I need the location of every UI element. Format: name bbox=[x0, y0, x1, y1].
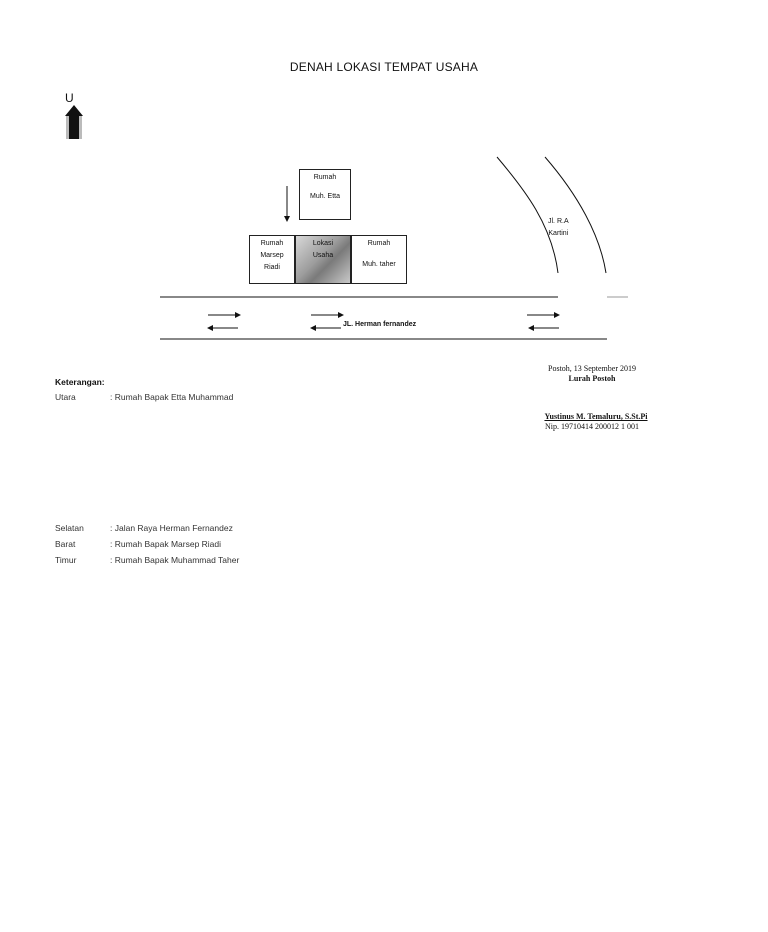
business-location-box bbox=[295, 235, 351, 284]
location-label-2: Usaha bbox=[312, 252, 334, 259]
signature-place-date: Postoh, 13 September 2019 bbox=[548, 364, 636, 373]
legend-key: Utara bbox=[55, 392, 76, 402]
legend-value: : Rumah Bapak Etta Muhammad bbox=[110, 392, 234, 402]
legend-item bbox=[55, 555, 239, 565]
legend-item bbox=[55, 523, 233, 533]
compass-label: U bbox=[65, 91, 74, 105]
side-road-label-1: Jl. R.A bbox=[548, 218, 569, 225]
house-west-box bbox=[249, 235, 295, 284]
house-east-name: Muh. taher bbox=[362, 261, 396, 268]
legend-value: : Jalan Raya Herman Fernandez bbox=[110, 523, 233, 533]
side-road-edge-left bbox=[497, 157, 558, 273]
legend-key: Selatan bbox=[55, 523, 84, 533]
main-road-label: JL. Herman fernandez bbox=[343, 321, 417, 328]
location-label-1: Lokasi bbox=[312, 240, 334, 247]
signature-nip: Nip. 19710414 200012 1 001 bbox=[545, 422, 639, 431]
legend-key: Barat bbox=[55, 539, 76, 549]
house-west-name-2: Riadi bbox=[264, 264, 280, 271]
house-east-label: Rumah bbox=[367, 240, 391, 247]
map-lines bbox=[0, 0, 768, 360]
side-road-edge-right bbox=[545, 157, 606, 273]
legend-key: Timur bbox=[55, 555, 77, 565]
house-north-label: Rumah bbox=[313, 174, 337, 181]
legend-value: : Rumah Bapak Muhammad Taher bbox=[110, 555, 240, 565]
legend-item bbox=[55, 392, 233, 402]
side-road-label-2: Kartini bbox=[548, 230, 569, 237]
house-west-name-1: Marsep bbox=[260, 252, 284, 259]
signature-name: Yustinus M. Temaluru, S.St.Pi bbox=[544, 412, 648, 421]
legend-item bbox=[55, 539, 221, 549]
side-road-label bbox=[548, 216, 569, 240]
house-north-box bbox=[299, 169, 351, 220]
page-title: DENAH LOKASI TEMPAT USAHA bbox=[289, 60, 479, 74]
signature-position: Lurah Postoh bbox=[568, 374, 616, 383]
legend-title: Keterangan: bbox=[55, 377, 105, 387]
house-east-box bbox=[351, 235, 407, 284]
house-west-label: Rumah bbox=[260, 240, 284, 247]
legend-value: : Rumah Bapak Marsep Riadi bbox=[110, 539, 222, 549]
house-north-name: Muh. Etta bbox=[310, 193, 340, 200]
